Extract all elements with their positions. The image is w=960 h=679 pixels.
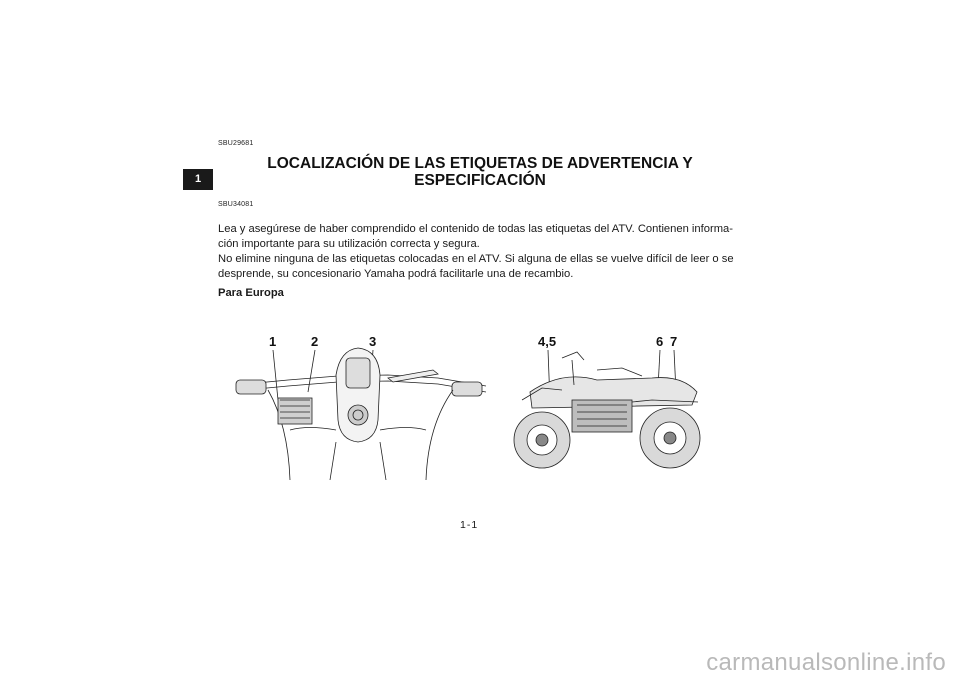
doc-code-1: SBU29681 — [218, 140, 254, 147]
callout-4-5: 4,5 — [538, 334, 557, 349]
intro-paragraph — [218, 222, 758, 282]
callout-1: 1 — [269, 334, 277, 349]
paragraph-1-line-1: Lea y asegúrese de haber comprendido el contenido de todas las etiquetas del ATV. Contienen informa- — [218, 223, 733, 235]
region-subheading: Para Europa — [218, 287, 284, 299]
paragraph-2-line-1: No elimine ninguna de las etiquetas colocadas en el ATV. Si alguna de ellas se vuelve difícil de leer o se — [218, 253, 734, 265]
paragraph-2-line-2: desprende, su concesionario Yamaha podrá facilitarle una de recambio. — [218, 268, 574, 280]
paragraph-1-line-2: ción importante para su utilización correcta y segura. — [218, 238, 480, 250]
callout-6: 6 — [656, 334, 664, 349]
atv-side-illustration — [502, 330, 710, 480]
doc-code-2: SBU34081 — [218, 201, 254, 208]
handlebar-illustration — [228, 330, 493, 480]
chapter-tab: 1 — [183, 169, 213, 190]
watermark: carmanualsonline.info — [706, 649, 946, 676]
title-line-1: LOCALIZACIÓN DE LAS ETIQUETAS DE ADVERTENCIA Y — [267, 155, 693, 172]
callout-3: 3 — [369, 334, 377, 349]
page-number: 1-1 — [460, 519, 479, 531]
callout-7: 7 — [670, 334, 678, 349]
title-line-2: ESPECIFICACIÓN — [414, 172, 546, 189]
callout-2: 2 — [311, 334, 319, 349]
page-title — [218, 155, 742, 189]
